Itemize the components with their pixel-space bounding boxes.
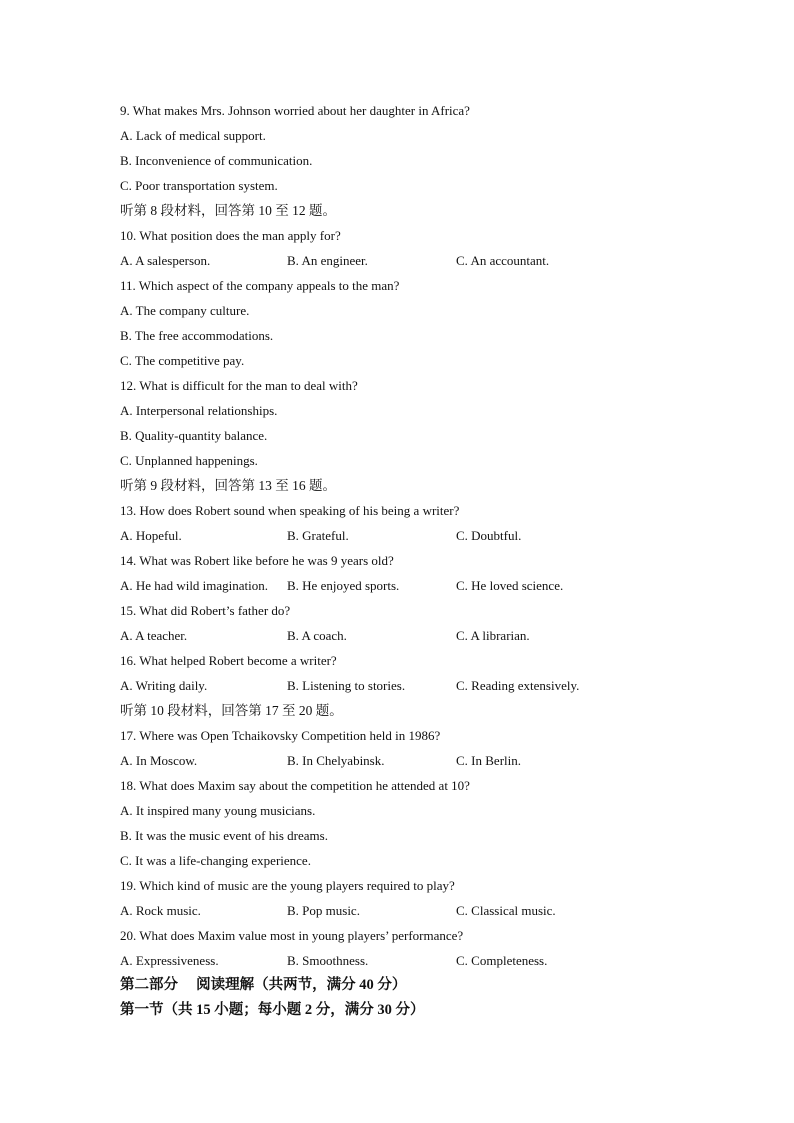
question-13-options <box>120 523 680 548</box>
question-20-option-c: C. Completeness. <box>456 953 548 968</box>
question-10-option-b: B. An engineer. <box>287 253 368 268</box>
question-20: 20. What does Maxim value most in young players’ performance? <box>120 928 464 943</box>
question-19-options <box>120 898 680 923</box>
question-16-options <box>120 673 680 698</box>
question-15-option-a: A. A teacher. <box>120 628 188 643</box>
part-2-heading: 第二部分 阅读理解（共两节，满分 40 分） <box>120 977 407 993</box>
question-16-option-a: A. Writing daily. <box>120 678 208 693</box>
question-9-option-c: C. Poor transportation system. <box>120 178 278 193</box>
question-10-options <box>120 248 680 273</box>
question-10-option-a: A. A salesperson. <box>120 253 211 268</box>
question-14-option-a: A. He had wild imagination. <box>120 578 269 593</box>
question-10-option-c: C. An accountant. <box>456 253 550 268</box>
question-11-option-a: A. The company culture. <box>120 303 250 318</box>
question-20-option-b: B. Smoothness. <box>287 953 369 968</box>
question-14-option-b: B. He enjoyed sports. <box>287 578 400 593</box>
question-18-option-b: B. It was the music event of his dreams. <box>120 828 328 843</box>
question-13-option-b: B. Grateful. <box>287 528 349 543</box>
question-16-option-b: B. Listening to stories. <box>287 678 406 693</box>
question-12: 12. What is difficult for the man to deal with? <box>120 378 358 393</box>
question-15: 15. What did Robert’s father do? <box>120 603 291 618</box>
question-15-option-b: B. A coach. <box>287 628 347 643</box>
question-17-option-b: B. In Chelyabinsk. <box>287 753 385 768</box>
question-17-options <box>120 748 680 773</box>
question-9-option-a: A. Lack of medical support. <box>120 128 266 143</box>
question-19-option-c: C. Classical music. <box>456 903 556 918</box>
question-14-option-c: C. He loved science. <box>456 578 564 593</box>
question-10: 10. What position does the man apply for? <box>120 228 341 243</box>
question-18-option-a: A. It inspired many young musicians. <box>120 803 316 818</box>
question-9-option-b: B. Inconvenience of communication. <box>120 153 313 168</box>
question-15-option-c: C. A librarian. <box>456 628 530 643</box>
question-13-option-a: A. Hopeful. <box>120 528 182 543</box>
question-14-options <box>120 573 680 598</box>
question-16: 16. What helped Robert become a writer? <box>120 653 337 668</box>
question-11-option-b: B. The free accommodations. <box>120 328 274 343</box>
question-17: 17. Where was Open Tchaikovsky Competition held in 1986? <box>120 728 441 743</box>
question-12-option-b: B. Quality-quantity balance. <box>120 428 268 443</box>
section-8-instruction: 听第 8 段材料，回答第 10 至 12 题。 <box>120 203 336 218</box>
question-12-option-c: C. Unplanned happenings. <box>120 453 258 468</box>
question-17-option-a: A. In Moscow. <box>120 753 198 768</box>
question-19-option-b: B. Pop music. <box>287 903 360 918</box>
question-15-options <box>120 623 680 648</box>
question-16-option-c: C. Reading extensively. <box>456 678 580 693</box>
section-10-instruction: 听第 10 段材料，回答第 17 至 20 题。 <box>120 703 343 718</box>
question-18-option-c: C. It was a life-changing experience. <box>120 853 311 868</box>
page-content <box>120 98 680 1023</box>
question-19: 19. Which kind of music are the young players required to play? <box>120 878 455 893</box>
question-11-option-c: C. The competitive pay. <box>120 353 245 368</box>
question-9: 9. What makes Mrs. Johnson worried about her daughter in Africa? <box>120 103 470 118</box>
question-18: 18. What does Maxim say about the competition he attended at 10? <box>120 778 470 793</box>
question-11: 11. Which aspect of the company appeals to the man? <box>120 278 400 293</box>
question-12-option-a: A. Interpersonal relationships. <box>120 403 278 418</box>
part-2-section-1-heading: 第一节（共 15 小题；每小题 2 分，满分 30 分） <box>120 1002 425 1018</box>
section-9-instruction: 听第 9 段材料，回答第 13 至 16 题。 <box>120 478 336 493</box>
question-20-option-a: A. Expressiveness. <box>120 953 219 968</box>
question-13: 13. How does Robert sound when speaking of his being a writer? <box>120 503 460 518</box>
question-17-option-c: C. In Berlin. <box>456 753 521 768</box>
question-13-option-c: C. Doubtful. <box>456 528 522 543</box>
question-20-options <box>120 948 680 973</box>
question-19-option-a: A. Rock music. <box>120 903 201 918</box>
question-14: 14. What was Robert like before he was 9 years old? <box>120 553 394 568</box>
